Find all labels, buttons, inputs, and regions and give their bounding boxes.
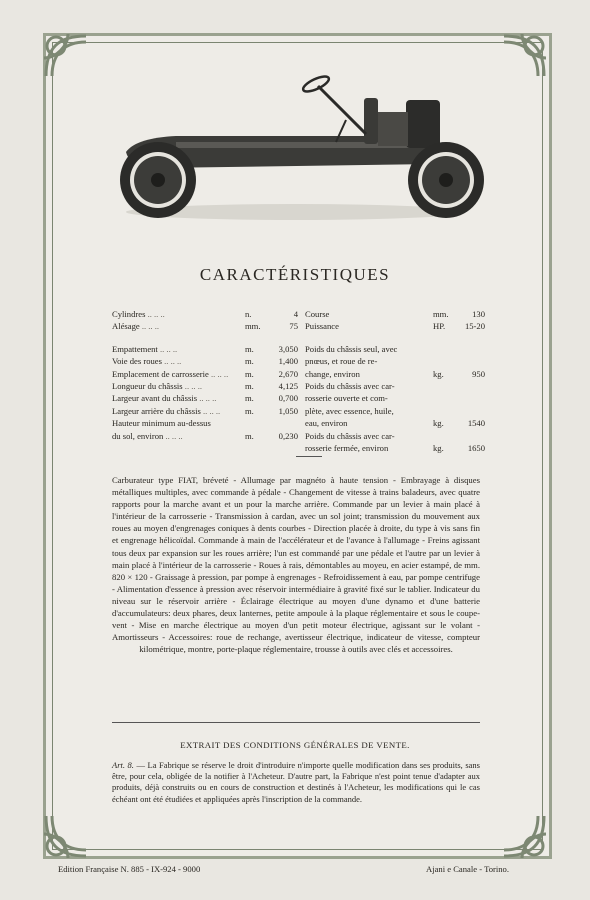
- spec-row: [112, 320, 298, 332]
- spec-value: 4: [293, 309, 298, 319]
- spec-value: 15-20: [464, 321, 485, 332]
- spec-value: 130: [472, 309, 485, 319]
- spec-label: Hauteur minimum au-dessus: [112, 418, 211, 429]
- printer-footer: Ajani e Canale - Torino.: [426, 864, 510, 874]
- spec-unit: kg.: [433, 443, 444, 454]
- spec-value: 3,050: [278, 343, 298, 354]
- article-number: Art. 8.: [112, 760, 134, 770]
- spec-value: 1,050: [278, 405, 298, 416]
- edition-footer: Edition Française N. 885 - IX-924 - 9000: [58, 864, 201, 874]
- spec-unit: m.: [245, 356, 254, 367]
- spec-row: [112, 430, 298, 442]
- spec-value: 75: [289, 321, 298, 332]
- spec-label: plète, avec essence, huile,: [305, 405, 394, 416]
- spec-row: [112, 392, 298, 404]
- short-divider: [296, 456, 322, 457]
- spec-label: Poids du châssis avec car-: [305, 430, 395, 441]
- spec-label: Empattement: [112, 343, 158, 354]
- spec-label: Poids du châssis seul, avec: [305, 343, 398, 354]
- spec-row: [112, 308, 298, 320]
- spec-value: 4,125: [278, 381, 298, 392]
- spec-value: 0,700: [278, 393, 298, 404]
- spec-row: [305, 308, 485, 320]
- spec-label: Alésage: [112, 321, 140, 332]
- spec-unit: kg.: [433, 418, 444, 429]
- spec-unit: mm.: [245, 321, 261, 332]
- left-spec-table: [112, 308, 298, 442]
- spec-unit: m.: [245, 393, 254, 404]
- spec-label: du sol, environ: [112, 430, 164, 441]
- leader-dots: .. .. ..: [208, 368, 229, 379]
- spec-unit: HP.: [433, 321, 446, 332]
- spec-label: Puissance: [305, 321, 339, 332]
- spec-row: [112, 343, 298, 355]
- leader-dots: .. .. ..: [163, 430, 183, 441]
- rear-wheel: [120, 142, 196, 218]
- spec-value: 1650: [467, 443, 485, 454]
- spec-unit: m.: [245, 381, 254, 392]
- extract-title: EXTRAIT DES CONDITIONS GÉNÉRALES DE VENTE.: [180, 740, 410, 750]
- spec-label: Poids du châssis avec car-: [305, 381, 395, 392]
- celtic-knot-corner-icon: [496, 28, 552, 84]
- spec-label: Emplacement de carrosserie: [112, 368, 209, 379]
- leader-dots: .. .. ..: [161, 356, 182, 367]
- page-title: CARACTÉRISTIQUES: [199, 265, 391, 284]
- spec-label: Largeur avant du châssis: [112, 393, 198, 404]
- spec-value: 1540: [467, 418, 485, 429]
- spec-unit: m.: [245, 430, 254, 441]
- leader-dots: .. .. ..: [197, 393, 217, 404]
- spec-unit: m.: [245, 343, 254, 354]
- spec-unit: m.: [245, 405, 254, 416]
- spec-value: 2,670: [278, 368, 298, 379]
- spec-label: Voie des roues: [112, 356, 162, 367]
- extract-body: [112, 760, 480, 805]
- spec-row: [112, 417, 292, 429]
- spec-label: eau, environ: [305, 418, 348, 429]
- spec-value: 950: [472, 368, 485, 379]
- spec-row: [112, 380, 298, 392]
- leader-dots: .. .. ..: [139, 321, 160, 332]
- leader-dots: .. .. ..: [145, 309, 165, 319]
- technical-description: Carburateur type FIAT, bréveté - Allumage par magnéto à haute tension - Embrayage à disques métalliques multiples, avec commande à pédale - Changement de vitesse à trains baladeurs, avec quatre rapports pour la marche avant et un pour la marche arrière. Commande par un levier à main placé à l'intérieur de la carrosserie - Transmission à cardan, avec un sol joint; transmission du mouvement aux roues au moyen d'engrenages coniques à dents courbes - Direction placée à droite, du type à vis sans fin et engrenage hélicoïdal. Commande à main de l'accélérateur et de l'avance à l'allumage - Freins agissant tous deux par expansion sur les roues arrière; l'un est commandé par une pédale et l'autre par un levier à main placé à l'intérieur de la carrosserie - Roues à rais, démontables au moyeu, en acier estampé, de mm. 820 × 120 - Graissage à pression, par pompe à engrenages - Refroidissement à eau, par pompe centrifuge - Alimentation d'essence à pression avec réservoir intermédiaire à gravité fixé sur le tablier. Indicateur du niveau sur le réservoir arrière - Éclairage électrique au moyen d'une dynamo et d'une batterie d'accumulateurs: deux phares, deux lanternes, petite ampoule à la plaque réglementaire et sous le coupe-vent - Mise en marche électrique au moyen d'un petit moteur électrique, agissant sur le volant - Amortisseurs - Accessoires: roue de rechange, avertisseur électrique, indicateur de vitesse, compteur kilométrique, montre, porte-plaque réglementaire, trousse à outils avec clés et accessoires.: [112, 475, 480, 655]
- car-chassis-illustration: [96, 72, 496, 232]
- spec-unit: n.: [245, 309, 252, 319]
- section-divider: [112, 722, 480, 723]
- spec-row: [305, 430, 485, 455]
- spec-row: [112, 368, 298, 380]
- leader-dots: .. .. ..: [200, 405, 221, 416]
- spec-label: Course: [305, 309, 330, 319]
- celtic-knot-corner-icon: [496, 808, 552, 864]
- spec-unit: m.: [245, 368, 254, 379]
- spec-row: [112, 333, 292, 343]
- spec-value: 0,230: [278, 430, 298, 441]
- spec-label: rosserie ouverte et com-: [305, 393, 388, 404]
- spec-unit: kg.: [433, 368, 444, 379]
- celtic-knot-corner-icon: [38, 28, 94, 84]
- front-wheel: [408, 142, 484, 218]
- spec-label: rosserie fermée, environ: [305, 443, 389, 454]
- spec-label: Longueur du châssis: [112, 381, 183, 392]
- spec-value: 1,400: [278, 356, 298, 367]
- spec-row: [112, 405, 298, 417]
- spec-row: [305, 320, 485, 332]
- spec-unit: mm.: [433, 309, 449, 319]
- spec-row: [305, 380, 485, 430]
- article-text: — La Fabrique se réserve le droit d'introduire n'importe quelle modification dans ses produits, sans être, pour cela, obligée de la notifier à l'Acheteur. D'autre part, la Fabrique n'est point tenue d'adapter aux produits, déjà construits ou en cours de construction et destinés à l'Acheteur, les modifications qui le cas échéant ont été étudiées et appliquées après l'inscription de la commande.: [112, 760, 480, 804]
- spec-label: change, environ: [305, 368, 360, 379]
- spec-label: pnœus, et roue de re-: [305, 356, 378, 367]
- leader-dots: .. .. ..: [182, 381, 202, 392]
- spec-row: [112, 355, 298, 367]
- leader-dots: .. .. ..: [157, 343, 178, 354]
- spec-label: Largeur arrière du châssis: [112, 405, 201, 416]
- spec-label: Cylindres: [112, 309, 146, 319]
- right-spec-table: [305, 308, 485, 454]
- celtic-knot-corner-icon: [38, 808, 94, 864]
- spec-row: [305, 343, 485, 380]
